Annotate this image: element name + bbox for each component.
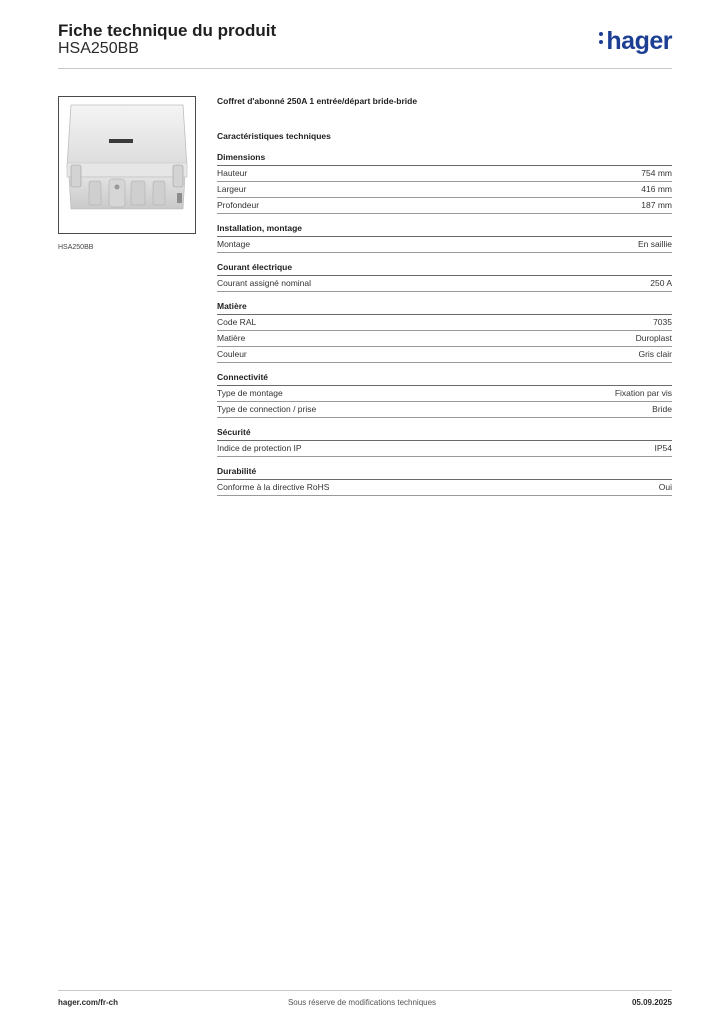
tech-specs-title: Caractéristiques techniques bbox=[217, 131, 331, 141]
footer-divider bbox=[58, 990, 672, 991]
spec-label: Type de montage bbox=[217, 388, 283, 398]
section-material bbox=[217, 301, 672, 363]
section-title: Courant électrique bbox=[217, 262, 672, 276]
spec-row bbox=[217, 480, 672, 496]
section-title: Installation, montage bbox=[217, 223, 672, 237]
spec-label: Largeur bbox=[217, 184, 247, 194]
image-caption: HSA250BB bbox=[58, 244, 94, 251]
spec-row bbox=[217, 402, 672, 418]
spec-label: Type de connection / prise bbox=[217, 404, 317, 414]
footer-notice: Sous réserve de modifications techniques bbox=[287, 998, 437, 1007]
spec-value: 250 A bbox=[650, 278, 672, 288]
spec-label: Profondeur bbox=[217, 200, 260, 210]
product-description: Coffret d'abonné 250A 1 entrée/départ bride-bride bbox=[217, 96, 418, 106]
spec-row bbox=[217, 276, 672, 292]
spec-value: 416 mm bbox=[641, 184, 672, 194]
spec-value: 754 mm bbox=[641, 168, 672, 178]
spec-row bbox=[217, 182, 672, 198]
page-title: Fiche technique du produit bbox=[58, 21, 277, 40]
spec-row bbox=[217, 166, 672, 182]
section-title: Connectivité bbox=[217, 372, 672, 386]
product-code: HSA250BB bbox=[58, 40, 139, 57]
footer-website-link[interactable]: hager.com/fr-ch bbox=[58, 998, 119, 1007]
spec-value: Gris clair bbox=[638, 349, 672, 359]
section-dimensions bbox=[217, 152, 672, 214]
spec-value: Bride bbox=[652, 404, 672, 414]
spec-label: Hauteur bbox=[217, 168, 248, 178]
spec-label: Montage bbox=[217, 239, 251, 249]
enclosure-illustration-icon bbox=[59, 97, 195, 233]
logo-text: hager bbox=[606, 27, 672, 55]
spec-row bbox=[217, 347, 672, 363]
spec-row bbox=[217, 198, 672, 214]
footer-date: 05.09.2025 bbox=[631, 998, 672, 1007]
spec-label: Code RAL bbox=[217, 317, 257, 327]
spec-row bbox=[217, 315, 672, 331]
spec-row bbox=[217, 237, 672, 253]
header-divider bbox=[58, 68, 672, 69]
section-title: Dimensions bbox=[217, 152, 672, 166]
spec-row bbox=[217, 386, 672, 402]
product-image bbox=[58, 96, 196, 234]
spec-value: Oui bbox=[658, 482, 672, 492]
spec-label: Matière bbox=[217, 333, 246, 343]
spec-label: Couleur bbox=[217, 349, 247, 359]
spec-label: Conforme à la directive RoHS bbox=[217, 482, 330, 492]
section-safety bbox=[217, 427, 672, 457]
section-title: Durabilité bbox=[217, 466, 672, 480]
section-installation bbox=[217, 223, 672, 253]
logo-colon-icon bbox=[599, 30, 604, 46]
spec-label: Courant assigné nominal bbox=[217, 278, 312, 288]
section-connectivity bbox=[217, 372, 672, 418]
spec-value: IP54 bbox=[654, 443, 672, 453]
spec-value: Fixation par vis bbox=[614, 388, 672, 398]
spec-label: Indice de protection IP bbox=[217, 443, 302, 453]
hager-logo bbox=[599, 27, 672, 55]
section-title: Matière bbox=[217, 301, 672, 315]
section-title: Sécurité bbox=[217, 427, 672, 441]
section-sustainability bbox=[217, 466, 672, 496]
spec-value: 187 mm bbox=[641, 200, 672, 210]
spec-row bbox=[217, 331, 672, 347]
spec-content bbox=[217, 96, 672, 505]
spec-value: Duroplast bbox=[635, 333, 672, 343]
section-current bbox=[217, 262, 672, 292]
spec-row bbox=[217, 441, 672, 457]
spec-value: 7035 bbox=[653, 317, 672, 327]
spec-value: En saillie bbox=[637, 239, 672, 249]
